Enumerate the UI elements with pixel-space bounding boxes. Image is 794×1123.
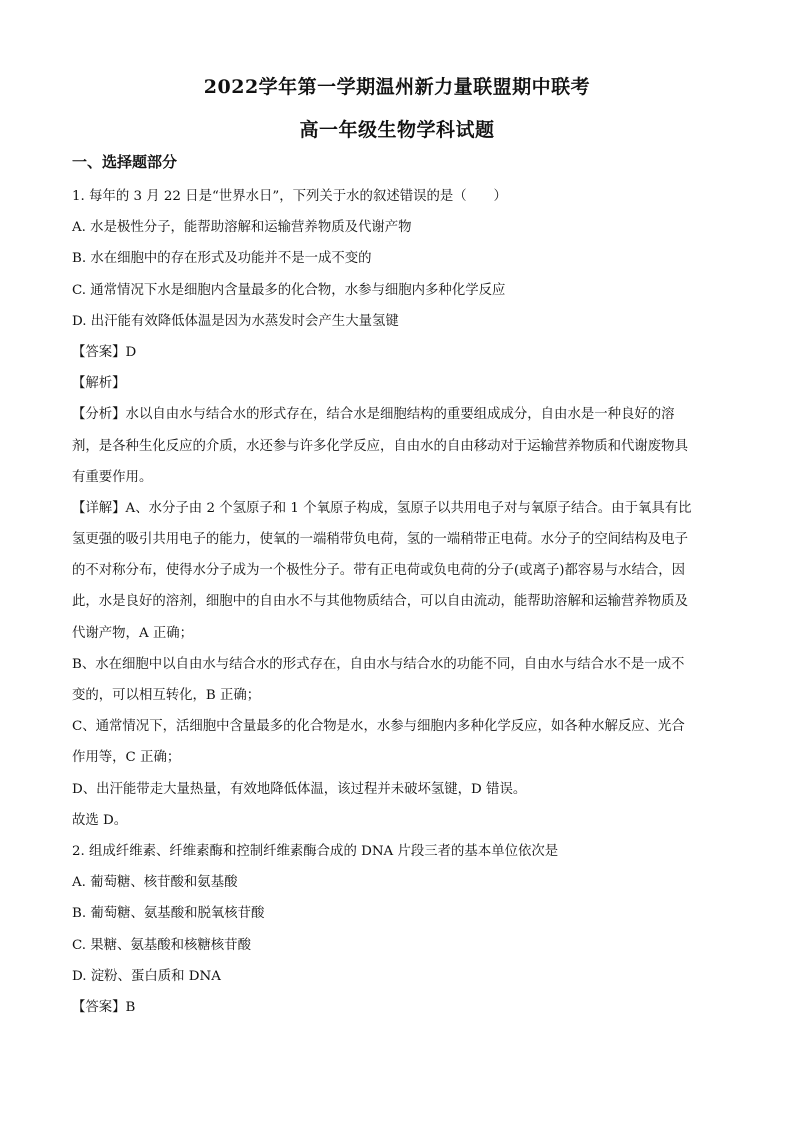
analysis-fenxi-line: 剂，是各种生化反应的介质，水还参与许多化学反应，自由水的自由移动对于运输营养物质和代谢废物具: [72, 438, 688, 454]
question-1-option-a: A. 水是极性分子，能帮助溶解和运输营养物质及代谢产物: [72, 220, 412, 236]
exam-title: 2022学年第一学期温州新力量联盟期中联考: [203, 76, 591, 98]
exam-subtitle: 高一年级生物学科试题: [299, 119, 495, 141]
question-2-stem: 2. 组成纤维素、纤维素酶和控制纤维素酶合成的 DNA 片段三者的基本单位依次是: [72, 843, 559, 859]
question-1-analysis-label: 【解析】: [72, 376, 126, 392]
question-2-option-c: C. 果糖、氨基酸和核糖核苷酸: [72, 937, 251, 953]
analysis-detail-line: 变的，可以相互转化，B 正确；: [72, 688, 261, 703]
analysis-fenxi-line: 有重要作用。: [72, 469, 153, 485]
analysis-detail-line: B、水在细胞中以自由水与结合水的形式存在，自由水与结合水的功能不同，自由水与结合水不是一成不: [72, 656, 685, 672]
document-body: [72, 181, 724, 1023]
question-1-option-c: C. 通常情况下水是细胞内含量最多的化合物，水参与细胞内多种化学反应: [72, 282, 506, 298]
analysis-detail-line: 氢更强的吸引共用电子的能力，使氧的一端稍带负电荷，氢的一端稍带正电荷。水分子的空间结构及电子: [72, 532, 688, 548]
question-1-option-b: B. 水在细胞中的存在形式及功能并不是一成不变的: [72, 251, 372, 267]
question-2-option-a: A. 葡萄糖、核苷酸和氨基酸: [72, 875, 238, 891]
question-2-answer: 【答案】B: [72, 999, 136, 1015]
question-1-stem: 1. 每年的 3 月 22 日是“世界水日”，下列关于水的叙述错误的是（ ）: [72, 189, 507, 204]
analysis-detail-line: 的不对称分布，使得水分子成为一个极性分子。带有正电荷或负电荷的分子(或离子)都容易与水结合，因: [72, 563, 686, 579]
analysis-detail-line: C、通常情况下，活细胞中含量最多的化合物是水，水参与细胞内多种化学反应，如各种水解反应、光合: [72, 719, 685, 735]
question-1-answer: 【答案】D: [72, 344, 137, 360]
analysis-detail-line: D、出汗能带走大量热量，有效地降低体温，该过程并未破坏氢键，D 错误。: [72, 781, 527, 797]
question-2-option-d: D. 淀粉、蛋白质和 DNA: [72, 968, 221, 984]
analysis-detail-line: 故选 D。: [72, 812, 128, 828]
section-heading: 一、选择题部分: [72, 153, 178, 171]
question-2-option-b: B. 葡萄糖、氨基酸和脱氧核苷酸: [72, 906, 265, 922]
analysis-detail-line: 【详解】A、水分子由 2 个氢原子和 1 个氧原子构成，氢原子以共用电子对与氧原子结合。由于氧具有比: [72, 500, 692, 516]
analysis-detail-line: 作用等，C 正确；: [72, 750, 181, 766]
analysis-detail-line: 代谢产物，A 正确；: [72, 625, 194, 641]
analysis-fenxi-line: 【分析】水以自由水与结合水的形式存在，结合水是细胞结构的重要组成成分，自由水是一种良好的溶: [72, 407, 675, 423]
question-1-option-d: D. 出汗能有效降低体温是因为水蒸发时会产生大量氢键: [72, 313, 399, 329]
analysis-detail-line: 此，水是良好的溶剂，细胞中的自由水不与其他物质结合，可以自由流动，能帮助溶解和运输营养物质及: [72, 594, 688, 610]
